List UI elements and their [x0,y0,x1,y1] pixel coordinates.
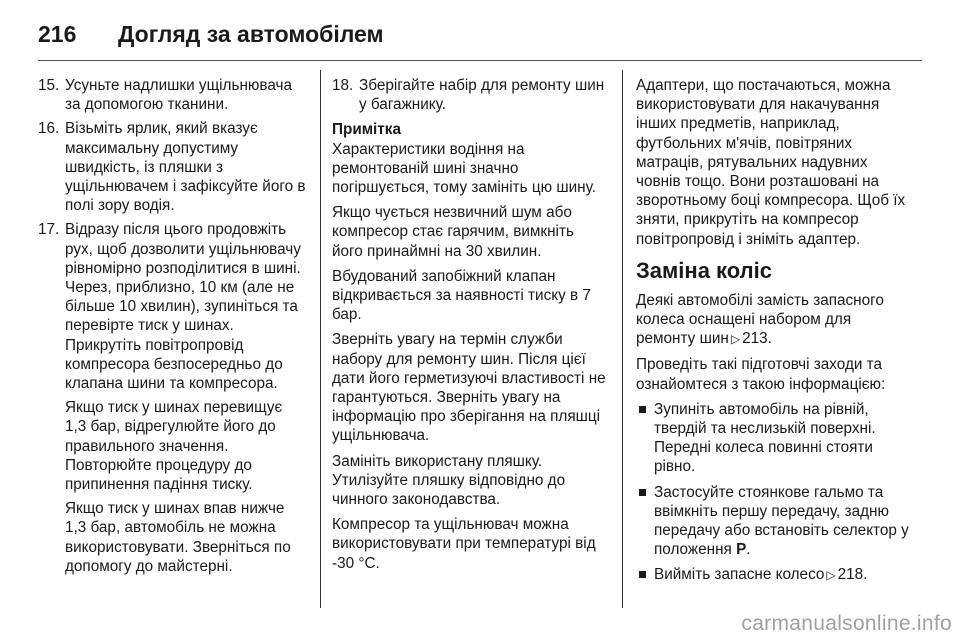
paragraph: Деякі автомобілі замість запасного колеса оснащені набором для ремонту шин ▷ 213. [636,291,884,348]
bullet-text: Зупиніть автомобіль на рівній, твердій та неслизькій поверхні. Передні колеса повинні стояти рівно. [654,400,876,476]
page-title: Догляд за автомобілем [118,20,384,47]
page-ref[interactable]: 213 [742,330,768,348]
paragraph: Замініть використану пляшку. Утилізуйте пляшку відповідно до чинного законодавства. [332,452,566,509]
list-item [38,220,306,393]
paragraph: Проведіть такі підготовчі заходи та ознайомтеся з такою інформацією: [636,356,886,393]
paragraph: Компресор та ущільнювач можна використовувати при температурі від -30 °C. [332,516,596,572]
column-divider [622,70,623,608]
bullet-item: Застосуйте стоянкове гальмо та ввімкніть першу передачу, задню передачу або встановіть селектор у положення P. [636,483,912,560]
note-text: Характеристики водіння на ремонтованій шині значно погіршується, тому замініть цю шину. [332,140,596,197]
list-item [332,76,606,114]
paragraph: Якщо чується незвичний шум або компресор стає гарячим, вимкніть його принаймні на 30 хвилин. [332,204,574,260]
paragraph: Адаптери, що постачаються, можна використовувати для накачування інших предметів, наприклад, футбольних м'ячів, повітряних матраців, рятувальних надувних човнів тощо. Вони розташовані на зворотньому боці компресора. Щоб їх зняти, прикрутіть на компресор повітропровід і зніміть адаптер. [636,77,906,248]
gear-position: P [736,541,747,559]
watermark: carmanualsonline.info [741,612,952,635]
item-text: Відразу після цього продовжіть рух, щоб дозволити ущільнювачу рівномірно розподілитися в шині. Через, приблизно, 10 км (але не більше 10 хвилин), зупиніться та перевірте тиск у шинах. Прикрутіть повітропровід компресора безпосередньо до клапана шини та компресора. [65,221,301,393]
bullet-text: Вийміть запасне колесо [654,566,825,584]
bullet-icon [639,489,646,496]
bullet-icon [639,406,646,413]
note-heading: Примітка [332,121,401,139]
page-header [38,14,384,54]
item-number: 16. [38,120,60,138]
bullet-icon [639,571,646,578]
header-rule [38,60,922,61]
column-divider [320,70,321,608]
list-item [38,119,306,215]
paragraph-text: Деякі автомобілі замість запасного колеса оснащені набором для ремонту шин [636,291,884,348]
paragraph: Вбудований запобіжний клапан відкривається за наявності тиску в 7 бар. [332,267,591,324]
page-ref[interactable]: 218 [837,566,864,584]
column-2 [332,76,606,579]
paragraph: Якщо тиск у шинах перевищує 1,3 бар, відрегулюйте його до правильного значення. Повторюйте процедуру до припинення падіння тиску. [65,399,283,494]
column-3 [636,76,912,592]
paragraph: Зверніть увагу на термін служби набору для ремонту шин. Після цієї дати його герметизуючі властивості не гарантуються. Зверніть увагу на інформацію про зберігання на пляшці ущільнювача. [332,331,606,445]
item-text: Зберігайте набір для ремонту шин у багажнику. [359,77,605,114]
item-number: 15. [38,77,60,94]
item-number: 18. [332,77,354,94]
section-title: Заміна коліс [636,257,772,283]
bullet-item [636,400,912,477]
item-text: Візьміть ярлик, який вказує максимальну допустиму швидкість, із пляшки з ущільнювачем і зафіксуйте його в полі зору водія. [65,120,306,215]
list-item [38,76,306,114]
column-1 [38,76,306,581]
paragraph: Якщо тиск у шинах впав нижче 1,3 бар, автомобіль не можна використовувати. Зверніться по допомогу до майстерні. [65,500,291,575]
page-ref-icon: ▷ [826,568,836,583]
bullet-item: Вийміть запасне колесо ▷ 218. [636,565,912,585]
page-number: 216 [38,20,77,47]
page-ref-icon: ▷ [730,332,741,347]
bullet-text: Застосуйте стоянкове гальмо та ввімкніть першу передачу, задню передачу або встановіть селектор у положення [654,483,909,559]
item-number: 17. [38,221,60,239]
item-text: Усуньте надлишки ущільнювача за допомогою тканини. [65,77,292,114]
